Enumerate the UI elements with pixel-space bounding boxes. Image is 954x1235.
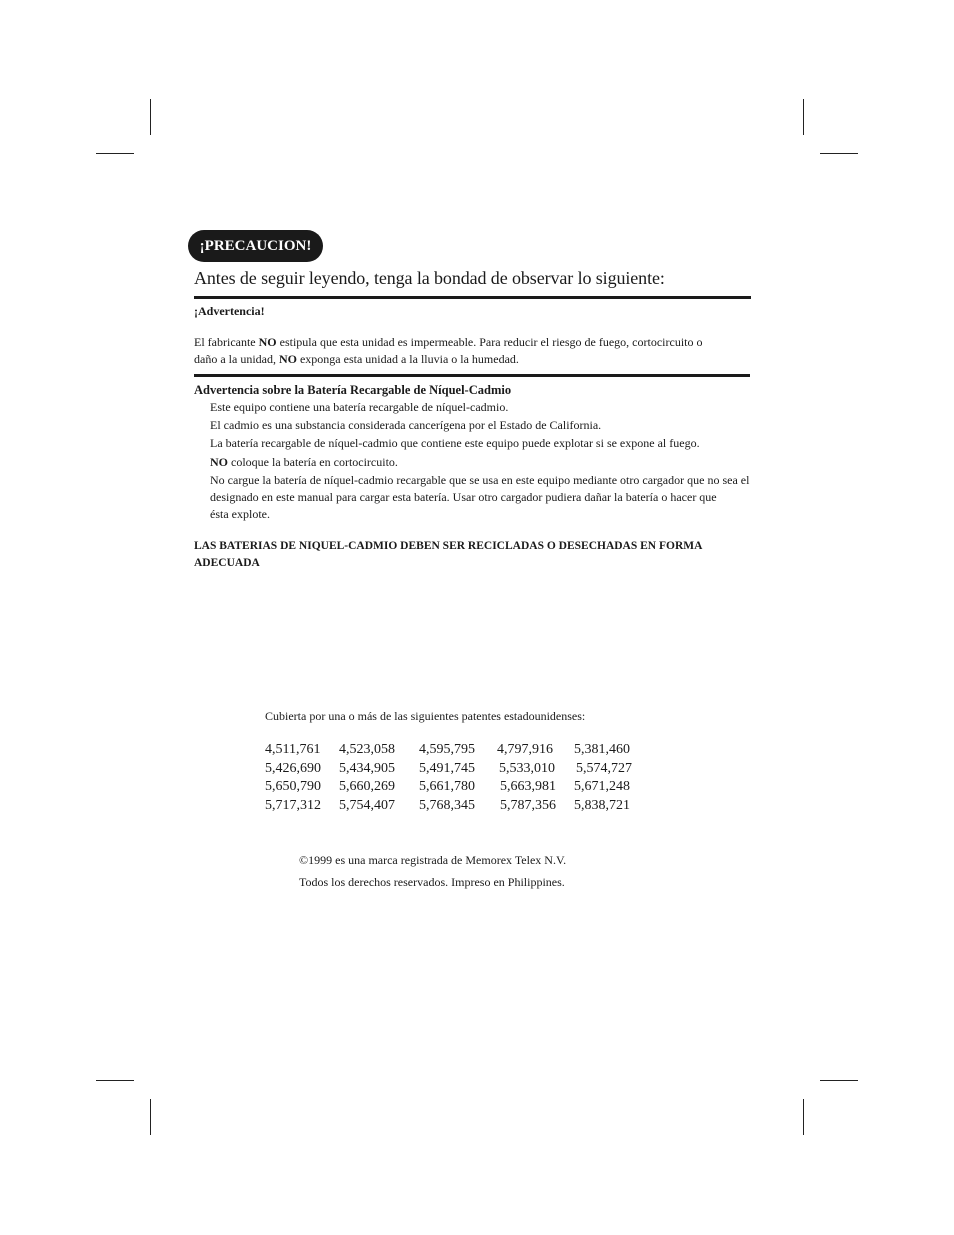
warning-line-2 [194, 351, 754, 368]
battery-line: El cadmio es una substancia considerada cancerígena por el Estado de California. [210, 418, 602, 432]
battery-emphasis: NO [210, 455, 228, 469]
warning-text: exponga esta unidad a la lluvia o la humedad. [296, 352, 519, 366]
crop-mark [820, 153, 858, 154]
battery-line: ésta explote. [210, 507, 270, 521]
patent-number: 4,595,795 [419, 742, 475, 757]
patent-number: 5,381,460 [574, 742, 630, 757]
battery-text: coloque la batería en cortocircuito. [228, 455, 398, 469]
warning-line-1 [194, 334, 754, 351]
battery-line: La batería recargable de níquel-cadmio que contiene este equipo puede explotar si se expone al fuego. [210, 436, 700, 450]
patent-number: 5,434,905 [339, 760, 395, 776]
crop-mark [96, 1080, 134, 1081]
patent-number: 5,717,312 [265, 797, 321, 813]
battery-line: No cargue la batería de níquel-cadmio recargable que se usa en este equipo mediante otro cargador que no sea el [210, 473, 750, 487]
divider [194, 374, 750, 377]
patent-number: 5,663,981 [500, 779, 556, 794]
crop-mark [820, 1080, 858, 1081]
battery-heading: Advertencia sobre la Batería Recargable de Níquel-Cadmio [194, 383, 512, 397]
battery-line-short-circuit [210, 454, 770, 471]
patent-number: 4,797,916 [497, 742, 553, 757]
battery-line: Este equipo contiene una batería recargable de níquel-cadmio. [210, 400, 509, 414]
warning-emphasis: NO [278, 352, 297, 366]
battery-line: designado en este manual para cargar esta batería. Usar otro cargador pudiera dañar la batería o hacer que [210, 490, 717, 504]
patent-number: 5,491,745 [419, 760, 475, 776]
warning-text: El fabricante [194, 335, 259, 349]
patent-number: 5,650,790 [265, 779, 321, 794]
crop-mark [150, 99, 151, 135]
warning-text: daño a la unidad, [194, 352, 279, 366]
patent-number: 4,511,761 [265, 742, 321, 757]
patent-number: 5,661,780 [419, 779, 475, 794]
crop-mark [150, 1099, 151, 1135]
patent-number: 5,671,248 [574, 779, 630, 794]
patent-number: 5,426,690 [265, 760, 321, 776]
patent-number: 5,768,345 [419, 797, 475, 813]
copyright-line: ©1999 es una marca registrada de Memorex Telex N.V. [299, 853, 567, 867]
crop-mark [96, 153, 134, 154]
divider [194, 296, 751, 299]
patent-number: 5,660,269 [339, 779, 395, 794]
patent-number: 5,787,356 [500, 797, 556, 813]
warning-text: estipula que esta unidad es impermeable. Para reducir el riesgo de fuego, cortocircuito o [276, 335, 703, 349]
patents-intro: Cubierta por una o más de las siguientes patentes estadounidenses: [265, 709, 586, 723]
crop-mark [803, 1099, 804, 1135]
crop-mark [803, 99, 804, 135]
intro-text: Antes de seguir leyendo, tenga la bondad de observar lo siguiente: [194, 268, 665, 288]
patent-number: 5,754,407 [339, 797, 395, 813]
patent-number: 4,523,058 [339, 742, 395, 757]
patent-number: 5,574,727 [576, 760, 632, 776]
warning-emphasis: NO [258, 335, 277, 349]
recycle-notice: LAS BATERIAS DE NIQUEL-CADMIO DEBEN SER RECICLADAS O DESECHADAS EN FORMA ADECUADA [194, 540, 702, 569]
patent-number: 5,838,721 [574, 797, 630, 813]
rights-line: Todos los derechos reservados. Impreso en Philippines. [299, 875, 565, 889]
caution-badge: ¡PRECAUCION! [188, 230, 323, 262]
patent-number: 5,533,010 [499, 760, 555, 776]
warning-heading: ¡Advertencia! [194, 304, 265, 318]
